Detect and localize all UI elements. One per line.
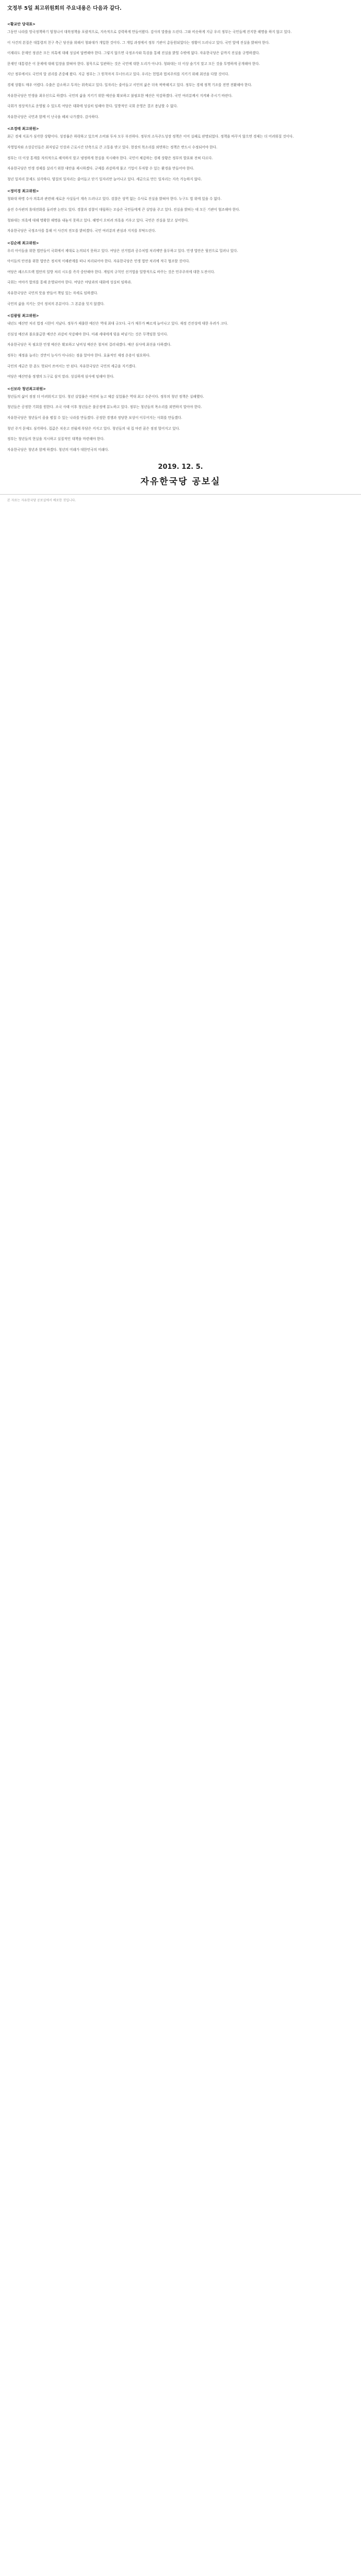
paragraph: 숨진 수사관의 휴대전화를 둘러싼 논란도 있다. 경찰과 검찰이 대립하는 모습은 국민들에게 큰 실망을 주고 있다. 진실을 밝히는 데 모든 기관이 협조해야 한다. [7,207,240,212]
closing-block [7,463,354,487]
paragraph: 청와대는 의혹에 대해 명확한 해명을 내놓지 못하고 있다. 해명이 오히려 의혹을 키우고 있다. 국민은 진실을 알고 싶어한다. [7,218,189,223]
paragraph: 국회는 여야가 합의를 통해 운영되어야 한다. 여당은 야당과의 대화에 성실히 임하라. [7,280,132,285]
section-2 [7,126,354,182]
section-5 [7,313,354,380]
paragraph: 자유한국당은 민생 경제를 살리기 위한 대안을 제시하겠다. 규제를 과감하게 풀고 기업이 투자할 수 있는 환경을 만들어야 한다. [7,166,194,171]
paragraph: 이 사건의 본질은 대통령의 친구 측근 당선을 위해서 청와대가 개입한 것이다. 그 개입 과정에서 정부 기관이 총동원되었다는 정황이 드러나고 있다. 국민 앞에 진실을 밝혀야 한다. [7,40,270,45]
paragraph: 여당은 패스트트랙 법안의 일방 처리 시도를 즉각 중단해야 한다. 게임의 규칙인 선거법을 일방적으로 바꾸는 것은 민주주의에 대한 도전이다. [7,269,215,274]
footer-note: 본 자료는 자유한국당 공보실에서 배포한 것입니다. [0,494,361,505]
paragraph: 아이들의 안전을 위한 법안은 정치적 이해관계를 떠나 처리되어야 한다. 자유한국당은 민생 법안 처리에 적극 협조할 것이다. [7,259,190,264]
section-6 [7,386,354,453]
section-heading: <황교안 당대표> [7,22,36,26]
paragraph: 국회가 정상적으로 운영될 수 있도록 여당은 대화에 성실히 임해야 한다. 일방적인 국회 운영은 결코 용납할 수 없다. [7,104,178,109]
paragraph: 자유한국당은 국민과 함께 이 난국을 헤쳐 나가겠다. 감사하다. [7,114,100,119]
paragraph: 이제라도 문재인 정권은 모든 의혹에 대해 성실히 답변해야 한다. 그렇지 않으면 국정조사와 특검을 통해 진실을 밝힐 수밖에 없다. 자유한국당은 끝까지 진실을 규명하겠다. [7,51,260,56]
release-date: 2019. 12. 5. [158,463,203,471]
release-body [0,12,361,487]
paragraph: 경제 상황도 매우 어렵다. 수출은 감소하고 투자는 위축되고 있다. 일자리는 줄어들고 서민의 삶은 더욱 팍팍해지고 있다. 정부는 경제 정책 기조를 전면 전환해야 한다. [7,82,252,87]
paragraph: 청년 주거 문제도 심각하다. 집값은 치솟고 전월세 부담은 커지고 있다. 청년들의 내 집 마련 꿈은 점점 멀어지고 있다. [7,426,180,431]
section-heading: <신보라 청년최고위원> [7,386,46,391]
issuing-office: 자유한국당 공보실 [140,477,221,487]
section-heading: <김광림 최고위원> [7,314,39,318]
paragraph: 정부는 청년들의 현실을 직시하고 실질적인 대책을 마련해야 한다. [7,437,105,442]
section-heading: <김순례 최고위원> [7,241,39,245]
paragraph: 문재인 대통령은 이 문제에 대해 입장을 밝혀야 한다. 침묵으로 일관하는 것은 국민에 대한 도리가 아니다. 청와대는 더 이상 숨기지 말고 모든 것을 투명하게 공개해야 한다. [7,61,260,66]
paragraph: 국민의 삶을 지키는 것이 정치의 본분이다. 그 본분을 잊지 않겠다. [7,301,105,306]
paragraph: 정부는 더 이상 통계를 자의적으로 해석하지 말고 냉정하게 현실을 직시해야 한다. 국민이 체감하는 경제 상황은 정부의 발표와 전혀 다르다. [7,156,213,160]
paragraph: 청년들은 공정한 기회를 원한다. 조국 사태 이후 청년들은 불공정에 분노하고 있다. 정부는 청년들의 목소리를 외면하지 말아야 한다. [7,405,202,410]
paragraph: 그동안 나라를 망국정책하기 엄청나서 대북정책을 포괄적으로, 지속적으로 강력하게 만들어왔다. 감사의 말씀을 드린다. 그와 비슷하게 지금 우리 정부는 국민들께 진지한 해명을 하지 않고 있다. [7,30,292,34]
paragraph: 자유한국당은 청년과 함께 하겠다. 청년의 미래가 대한민국의 미래다. [7,447,109,452]
paragraph: 자유한국당은 민생을 최우선으로 하겠다. 국민의 삶을 지키기 위한 예산을 확보하고 불필요한 예산은 삭감하겠다. 국민 여러분께서 지켜봐 주시기 바란다. [7,93,233,98]
section-1 [7,22,354,120]
section-3 [7,189,354,234]
paragraph: 청년들의 삶이 점점 더 어려워지고 있다. 청년 실업률은 여전히 높고 체감 실업률은 역대 최고 수준이다. 정부의 청년 정책은 실패했다. [7,394,204,399]
paragraph: 국민의 세금은 한 푼도 헛되이 쓰여서는 안 된다. 자유한국당은 국민의 세금을 지키겠다. [7,364,137,368]
paragraph: 최근 경제 지표가 심각한 상황이다. 성장률은 하락하고 있으며 소비와 투자 모두 부진하다. 정부의 소득주도성장 정책은 이미 실패로 판명되었다. 정책을 바꾸지 않으면 경제는 더 어려워질 것이다. [7,134,294,139]
paragraph: 자유한국당은 국민의 뜻을 받들어 책임 있는 자세로 임하겠다. [7,291,99,296]
paragraph: 자영업자와 소상공인들은 최저임금 인상과 근로시간 단축으로 큰 고통을 받고 있다. 현장의 목소리를 외면하는 정책은 반드시 수정되어야 한다. [7,145,218,149]
paragraph: 선심성 예산과 불요불급한 예산은 과감히 삭감해야 한다. 미래 세대에게 빚을 떠넘기는 것은 무책임한 일이다. [7,332,168,336]
paragraph: 지난 정부에서도 국민의 알 권리를 존중해 왔다. 지금 정부는 그 원칙마저 무너뜨리고 있다. 우리는 헌법과 법치주의를 지키기 위해 최선을 다할 것이다. [7,72,229,77]
section-heading: <정미경 최고위원> [7,189,39,194]
paragraph: 청와대 하명 수사 의혹과 관련해 새로운 사실들이 계속 드러나고 있다. 검찰은 성역 없는 수사로 진실을 밝혀야 한다. 누구도 법 위에 있을 수 없다. [7,197,222,201]
press-release [0,0,361,505]
headline: 文정부 5일 최고위원회의 주요내용은 다음과 같다. [7,6,122,11]
paragraph: 청년 일자리 문제도 심각하다. 양질의 일자리는 줄어들고 단기 일자리만 늘어나고 있다. 세금으로 만든 일자리는 지속 가능하지 않다. [7,177,202,181]
paragraph: 자유한국당은 청년들이 꿈을 펼칠 수 있는 나라를 만들겠다. 공정한 경쟁과 정당한 보상이 이루어지는 사회를 만들겠다. [7,416,183,420]
section-heading: <조경태 최고위원> [7,127,39,131]
paragraph: 여당은 예산안을 정쟁의 도구로 삼지 말라. 성실하게 심사에 임해야 한다. [7,375,114,379]
paragraph: 자유한국당은 국정조사를 통해 이 사건의 전모를 밝히겠다. 국민 여러분의 관심과 지지를 부탁드린다. [7,229,156,233]
paragraph: 우리 아이들을 위한 법안들이 국회에서 제대로 논의되지 못하고 있다. 여당은 선거법과 공수처법 처리에만 몰두하고 있다. 민생 법안은 뒷전으로 밀려나 있다. [7,248,238,253]
paragraph: 정부는 재정을 늘리는 것만이 능사가 아니라는 점을 알아야 한다. 효율적인 재정 운용이 필요하다. [7,353,151,358]
section-4 [7,241,354,308]
paragraph: 내년도 예산안 처리 법정 시한이 지났다. 정부가 제출한 예산은 역대 최대 규모다. 국가 채무가 빠르게 늘어나고 있다. 재정 건전성에 대한 우려가 크다. [7,321,228,326]
paragraph: 자유한국당은 꼭 필요한 민생 예산은 확보하고 낭비성 예산은 철저히 걸러내겠다. 예산 심사에 최선을 다하겠다. [7,343,172,347]
